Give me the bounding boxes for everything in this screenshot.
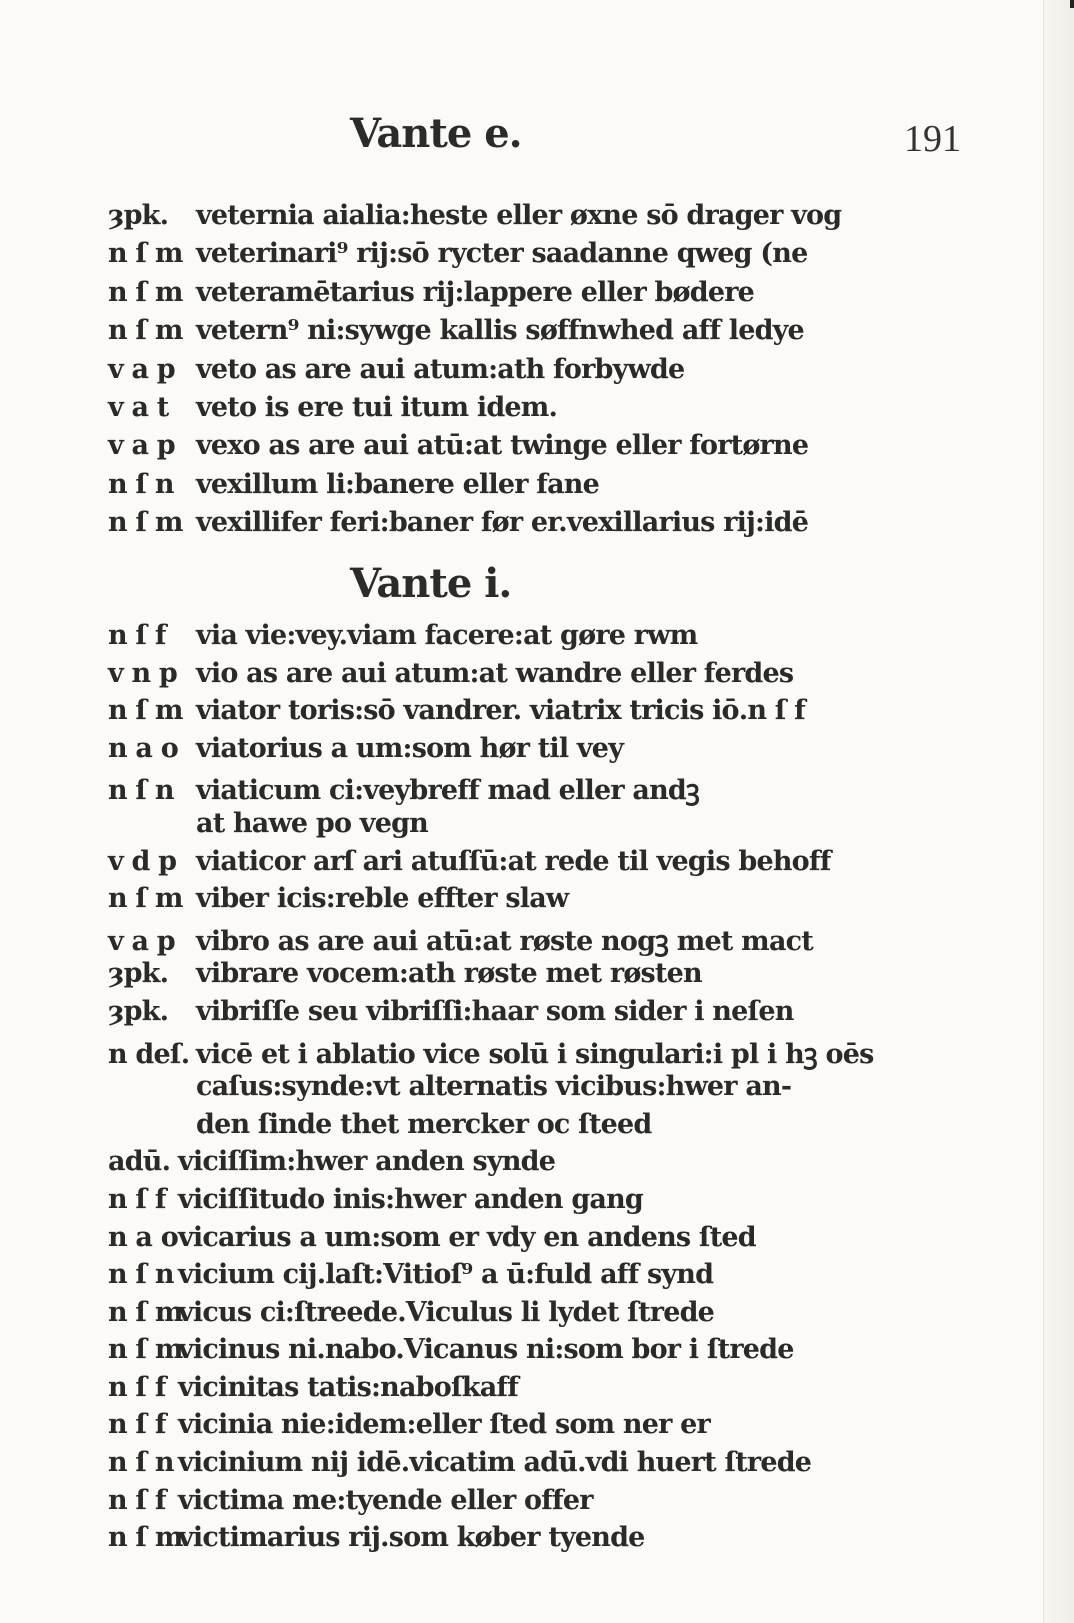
list-item — [108, 733, 868, 771]
entry-code: n a o — [108, 1221, 178, 1253]
entry-code: n ſ f — [108, 620, 166, 651]
entry-text: veternia aialia:heste eller øxne sō drager vog — [196, 200, 842, 231]
entry-text: vexo as are aui atū:at twinge eller fortørne — [196, 430, 809, 462]
entry-code: ȝpk. — [108, 958, 169, 990]
list-item — [108, 430, 868, 468]
list-item — [108, 354, 868, 392]
entry-text: viciſſitudo inis:hwer anden gang — [178, 1183, 644, 1215]
entry-text: victimarius rij.som køber tyende — [178, 1522, 645, 1554]
entry-code: v a p — [108, 430, 175, 462]
entry-code: ȝpk. — [108, 995, 169, 1027]
list-item — [108, 1485, 868, 1523]
entry-text: vibriſſe seu vibriſſi:haar som sider i neſen — [196, 995, 794, 1027]
list-item — [108, 1522, 868, 1560]
entry-code: n ſ m — [108, 1334, 183, 1366]
list-item — [108, 1409, 868, 1447]
entry-code: n ſ f — [108, 1409, 166, 1441]
list-item — [108, 620, 868, 658]
entry-text: vicinium nij idē.vicatim adū.vdi huert ſtrede — [178, 1447, 812, 1479]
list-item-continuation — [108, 1109, 868, 1147]
entry-text: viator toris:sō vandrer. viatrix tricis iō.n ſ f — [196, 695, 805, 727]
entry-text: viaticor arſ ari atuſſū:at rede til vegis behoff — [196, 845, 831, 877]
entry-code: v a t — [108, 391, 169, 423]
list-item — [108, 1222, 868, 1260]
page-edge — [1043, 0, 1074, 1623]
entry-text: viatorius a um:som hør til vey — [196, 732, 624, 764]
entry-text: vicinia nie:idem:eller ſted som ner er — [178, 1409, 710, 1441]
entry-text: vicē et i ablatio vice solū i singulari:i pl i hꝫ oēs — [196, 1038, 874, 1070]
entry-text: vicinus ni.nabo.Vicanus ni:som bor i ſtrede — [178, 1334, 794, 1366]
entry-text: veto as are aui atum:ath forbywde — [196, 353, 685, 385]
entry-code: n ſ f — [108, 1371, 166, 1403]
list-item — [108, 392, 868, 430]
entry-text: victima me:tyende eller offer — [178, 1484, 593, 1516]
entry-code: n ſ n — [108, 1259, 174, 1291]
list-item — [108, 238, 868, 276]
entry-code: n deſ. — [108, 1038, 190, 1070]
list-item — [108, 996, 868, 1034]
entry-code: v n p — [108, 657, 177, 689]
entry-code: n ſ m — [108, 507, 183, 539]
page-number: 191 — [904, 118, 961, 160]
corner-mark — [1070, 0, 1074, 8]
entry-text: veto is ere tui itum idem. — [196, 391, 558, 423]
list-item — [108, 1146, 868, 1184]
entry-code: n ſ f — [108, 1183, 166, 1215]
list-item — [108, 1372, 868, 1410]
entry-text: veterinari⁹ rij:sō rycter saadanne qweg (ne — [196, 238, 808, 270]
list-item — [108, 507, 868, 545]
entry-text: veteramētarius rij:lappere eller bødere — [196, 276, 755, 308]
list-item — [108, 1184, 868, 1222]
entry-text: vio as are aui atum:at wandre eller ferdes — [196, 657, 794, 689]
entry-code: n ſ m — [108, 315, 183, 347]
entry-code: n ſ m — [108, 695, 183, 727]
list-item — [108, 469, 868, 507]
entry-text: vetern⁹ ni:sywge kallis søffnwhed aff ledye — [196, 315, 804, 347]
list-item-continuation — [108, 808, 868, 846]
list-item — [108, 658, 868, 696]
entries-ve — [108, 200, 868, 546]
entry-text: viaticum ci:veybreff mad eller andꝫ — [196, 775, 699, 807]
list-item — [108, 846, 868, 884]
entry-code: v d p — [108, 845, 177, 877]
entry-code: n ſ n — [108, 1447, 174, 1479]
entry-code: n ſ m — [108, 1522, 183, 1554]
entry-code: ȝpk. — [108, 200, 169, 231]
entry-code: v a p — [108, 353, 175, 385]
entry-text: vexillifer feri:baner før er.vexillarius rij:idē — [196, 507, 809, 539]
entry-text: vicinitas tatis:naboſkaff — [178, 1371, 519, 1403]
entry-text: vibro as are aui atū:at røste nogꝫ met mact — [196, 925, 813, 957]
list-item — [108, 1034, 874, 1072]
entries-vi — [108, 620, 874, 1560]
list-item — [108, 277, 868, 315]
list-item — [108, 1297, 868, 1335]
entry-text: at hawe po vegn — [196, 807, 428, 839]
list-item — [108, 921, 868, 959]
entry-code: n ſ n — [108, 468, 174, 500]
list-item — [108, 315, 868, 353]
list-item — [108, 200, 868, 238]
entry-code: n ſ m — [108, 883, 183, 915]
entry-code: n ſ m — [108, 238, 183, 270]
entry-code: adū. — [108, 1146, 171, 1178]
list-item — [108, 958, 868, 996]
entry-text: vexillum li:banere eller fane — [196, 468, 600, 500]
list-item — [108, 883, 868, 921]
entry-code: n ſ n — [108, 775, 174, 807]
entry-code: n ſ m — [108, 1296, 183, 1328]
entry-text: viciſſim:hwer anden synde — [178, 1146, 556, 1178]
entry-code: n a o — [108, 732, 178, 764]
entry-code: v a p — [108, 925, 175, 957]
running-head: Vante e. — [350, 110, 522, 157]
entry-code: n ſ f — [108, 1484, 166, 1516]
entry-text: via vie:vey.viam facere:at gøre rwm — [196, 620, 698, 651]
list-item — [108, 1447, 868, 1485]
list-item-continuation — [108, 1071, 868, 1109]
entry-text: vicarius a um:som er vdy en andens ſted — [178, 1221, 756, 1253]
entry-text: vicus ci:ſtreede.Viculus li lydet ſtrede — [178, 1296, 715, 1328]
list-item — [108, 1259, 868, 1297]
entry-text: caſus:synde:vt alternatis vicibus:hwer an- — [196, 1071, 792, 1103]
list-item — [108, 770, 868, 808]
entry-text: vibrare vocem:ath røste met røsten — [196, 958, 702, 990]
entry-text: viber icis:reble effter slaw — [196, 883, 569, 915]
entry-text: vicium cij.laſt:Vitioſ⁹ a ū:fuld aff synd — [178, 1259, 714, 1291]
entry-code: n ſ m — [108, 276, 183, 308]
list-item — [108, 695, 868, 733]
list-item — [108, 1334, 868, 1372]
section-heading: Vante i. — [350, 560, 512, 607]
entry-text: den ſinde thet mercker oc ſteed — [196, 1108, 652, 1140]
